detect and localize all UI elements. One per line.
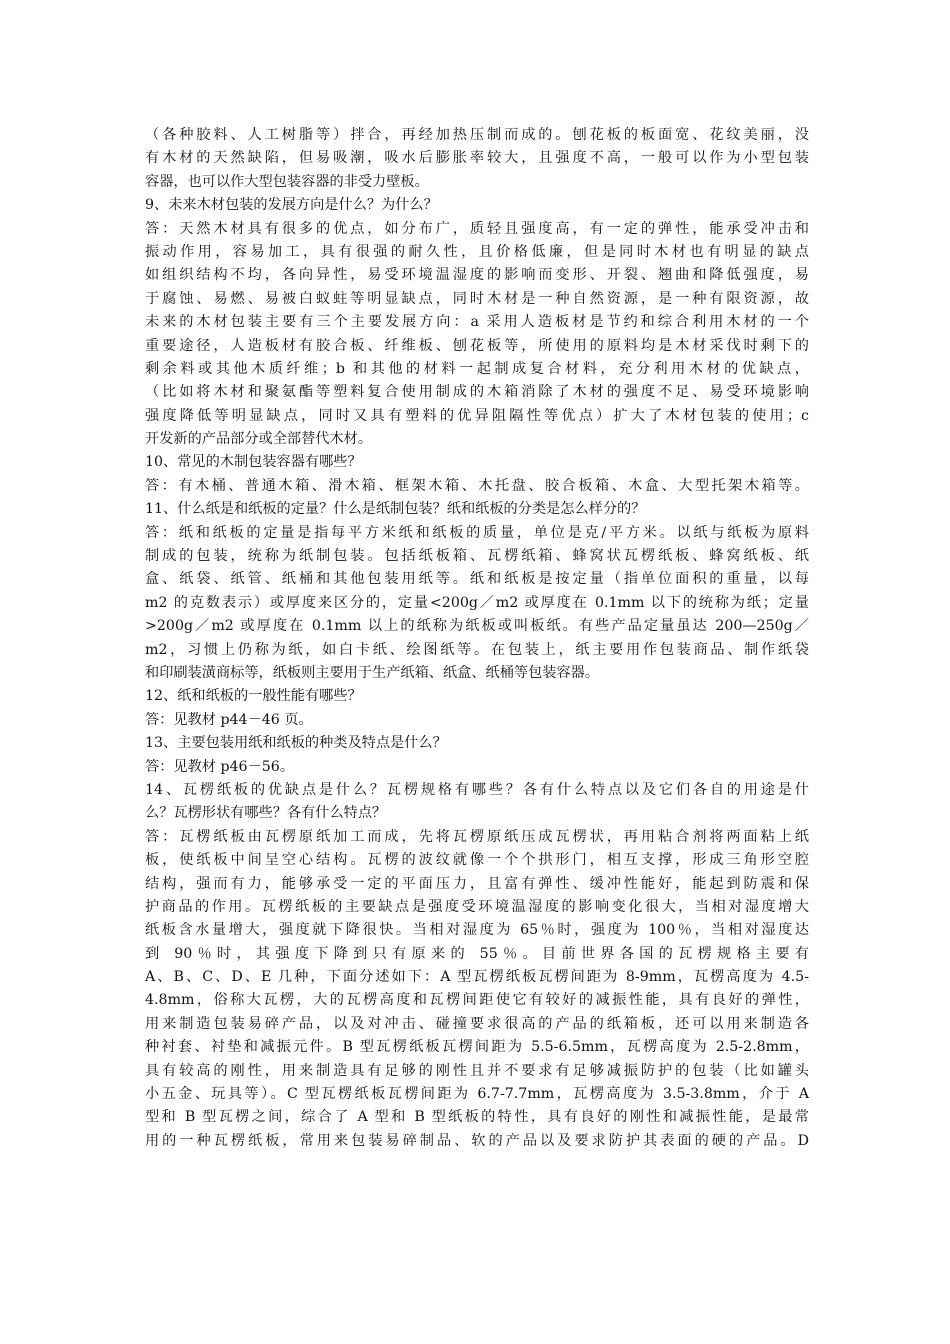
text-line: 答：瓦楞纸板由瓦楞原纸加工而成，先将瓦楞原纸压成瓦楞状，再用粘合剂将两面粘上纸 [145, 828, 809, 845]
text-line: 重要途径，人造板材有胶合板、纤维板、刨花板等，所使用的原料均是木材采伐时剩下的 [145, 337, 809, 354]
text-line: 12、纸和纸板的一般性能有哪些？ [145, 688, 362, 705]
text-line: 容器，也可以作大型包装容器的非受力壁板。 [145, 173, 429, 190]
document-page [145, 124, 809, 1153]
text-line: 型和 B 型瓦楞之间，综合了 A 型和 B 型纸板的特性，具有良好的刚性和减振性能，是最常 [145, 1109, 809, 1126]
text-line: 于腐蚀、易燃、易被白蚁蛀等明显缺点，同时木材是一种自然资源，是一种有限资源，故 [145, 290, 809, 307]
text-line: 如组织结构不均，各向异性，易受环境温湿度的影响而变形、开裂、翘曲和降低强度，易 [145, 267, 809, 284]
text-line: 14、瓦楞纸板的优缺点是什么？瓦楞规格有哪些？各有什么特点以及它们各自的用途是什 [145, 781, 809, 798]
text-line: 盒、纸袋、纸管、纸桶和其他包装用纸等。纸和纸板是按定量（指单位面积的重量，以每 [145, 571, 809, 588]
text-line: 结构，强而有力，能够承受一定的平面压力，且富有弹性、缓冲性能好，能起到防震和保 [145, 875, 809, 892]
text-line: 用的一种瓦楞纸板，常用来包装易碎制品、软的产品以及要求防护其表面的硬的产品。D [145, 1132, 809, 1149]
text-line: 制成的包装，统称为纸制包装。包括纸板箱、瓦楞纸箱、蜂窝状瓦楞纸板、蜂窝纸板、纸 [145, 548, 809, 565]
text-line: 板，使纸板中间呈空心结构。瓦楞的波纹就像一个个拱形门，相互支撑，形成三角形空腔 [145, 852, 809, 869]
text-line: （比如将木材和聚氨酯等塑料复合使用制成的木箱消除了木材的强度不足、易受环境影响 [145, 384, 809, 401]
text-line: m2 的克数表示）或厚度来区分的，定量<200g／m2 或厚度在 0.1mm 以下的统称为纸；定量 [145, 594, 809, 611]
text-line: 用来制造包装易碎产品，以及对冲击、碰撞要求很高的产品的纸箱板，还可以用来制造各 [145, 1015, 809, 1032]
text-line: 11、什么纸是和纸板的定量？什么是纸制包装？纸和纸板的分类是怎么样分的？ [145, 501, 646, 518]
text-line: >200g／m2 或厚度在 0.1mm 以上的纸称为纸板或叫板纸。有些产品定量虽达 200—250g／ [145, 618, 809, 635]
text-line: 10、常见的木制包装容器有哪些？ [145, 454, 362, 471]
text-line: 到 90％时，其强度下降到只有原来的 55％。目前世界各国的瓦楞规格主要有 [145, 945, 809, 962]
text-line: 答：纸和纸板的定量是指每平方米纸和纸板的质量，单位是克/平方米。以纸与纸板为原料 [145, 524, 809, 541]
text-line: 4.8mm，俗称大瓦楞，大的瓦楞高度和瓦楞间距使它有较好的减振性能，具有良好的弹性， [145, 992, 809, 1009]
text-line: A、B、C、D、E 几种，下面分述如下：A 型瓦楞纸板瓦楞间距为 8-9mm，瓦楞高度为 4.5- [145, 969, 809, 986]
text-line: m2，习惯上仍称为纸，如白卡纸、绘图纸等。在包装上，纸主要用作包装商品、制作纸袋 [145, 641, 809, 658]
text-line: 护商品的作用。瓦楞纸板的主要缺点是强度受环境温湿度的影响变化很大，当相对湿度增大 [145, 898, 809, 915]
text-line: 有木材的天然缺陷，但易吸潮，吸水后膨胀率较大，且强度不高，一般可以作为小型包装 [145, 150, 809, 167]
text-line: 强度降低等明显缺点，同时又具有塑料的优异阻隔性等优点）扩大了木材包装的使用；c [145, 407, 809, 424]
text-line: 剩余料或其他木质纤维；b 和其他的材料一起制成复合材料，充分利用木材的优缺点， [145, 360, 809, 377]
text-line: 具有较高的刚性，用来制造具有足够的刚性且并不要求有足够减振防护的包装（比如罐头 [145, 1062, 809, 1079]
text-line: 纸板含水量增大，强度就下降很快。当相对湿度为 65％时，强度为 100％，当相对湿度达 [145, 922, 809, 939]
text-line: 和印刷装潢商标等，纸板则主要用于生产纸箱、纸盒、纸桶等包装容器。 [145, 664, 600, 681]
text-line: 未来的木材包装主要有三个主要发展方向：a 采用人造板材是节约和综合利用木材的一个 [145, 314, 809, 331]
text-line: 13、主要包装用纸和纸板的种类及特点是什么？ [145, 735, 447, 752]
text-line: 种衬套、衬垫和减振元件。B 型瓦楞纸板瓦楞间距为 5.5-6.5mm，瓦楞高度为 2.5-2.8mm， [145, 1039, 809, 1056]
text-line: 小五金、玩具等）。C 型瓦楞纸板瓦楞间距为 6.7-7.7mm，瓦楞高度为 3.5-3.8mm，介于 A [145, 1086, 809, 1103]
text-line: 振动作用，容易加工，具有很强的耐久性，且价格低廉，但是同时木材也有明显的缺点 [145, 243, 809, 260]
text-line: 答：见教材 p44－46 页。 [145, 711, 313, 728]
text-line: （各种胶料、人工树脂等）拌合，再经加热压制而成的。刨花板的板面宽、花纹美丽，没 [145, 127, 809, 143]
text-line: 么？瓦楞形状有哪些？各有什么特点？ [145, 805, 387, 822]
text-line: 答：天然木材具有很多的优点，如分布广，质轻且强度高，有一定的弹性，能承受冲击和 [145, 220, 809, 237]
text-line: 9、未来木材包装的发展方向是什么？为什么？ [145, 197, 438, 214]
text-line: 答：见教材 p46－56。 [145, 758, 295, 775]
text-line: 答：有木桶、普通木箱、滑木箱、框架木箱、木托盘、胶合板箱、木盒、大型托架木箱等。 [145, 477, 809, 494]
text-line: 开发新的产品部分或全部替代木材。 [145, 431, 373, 448]
